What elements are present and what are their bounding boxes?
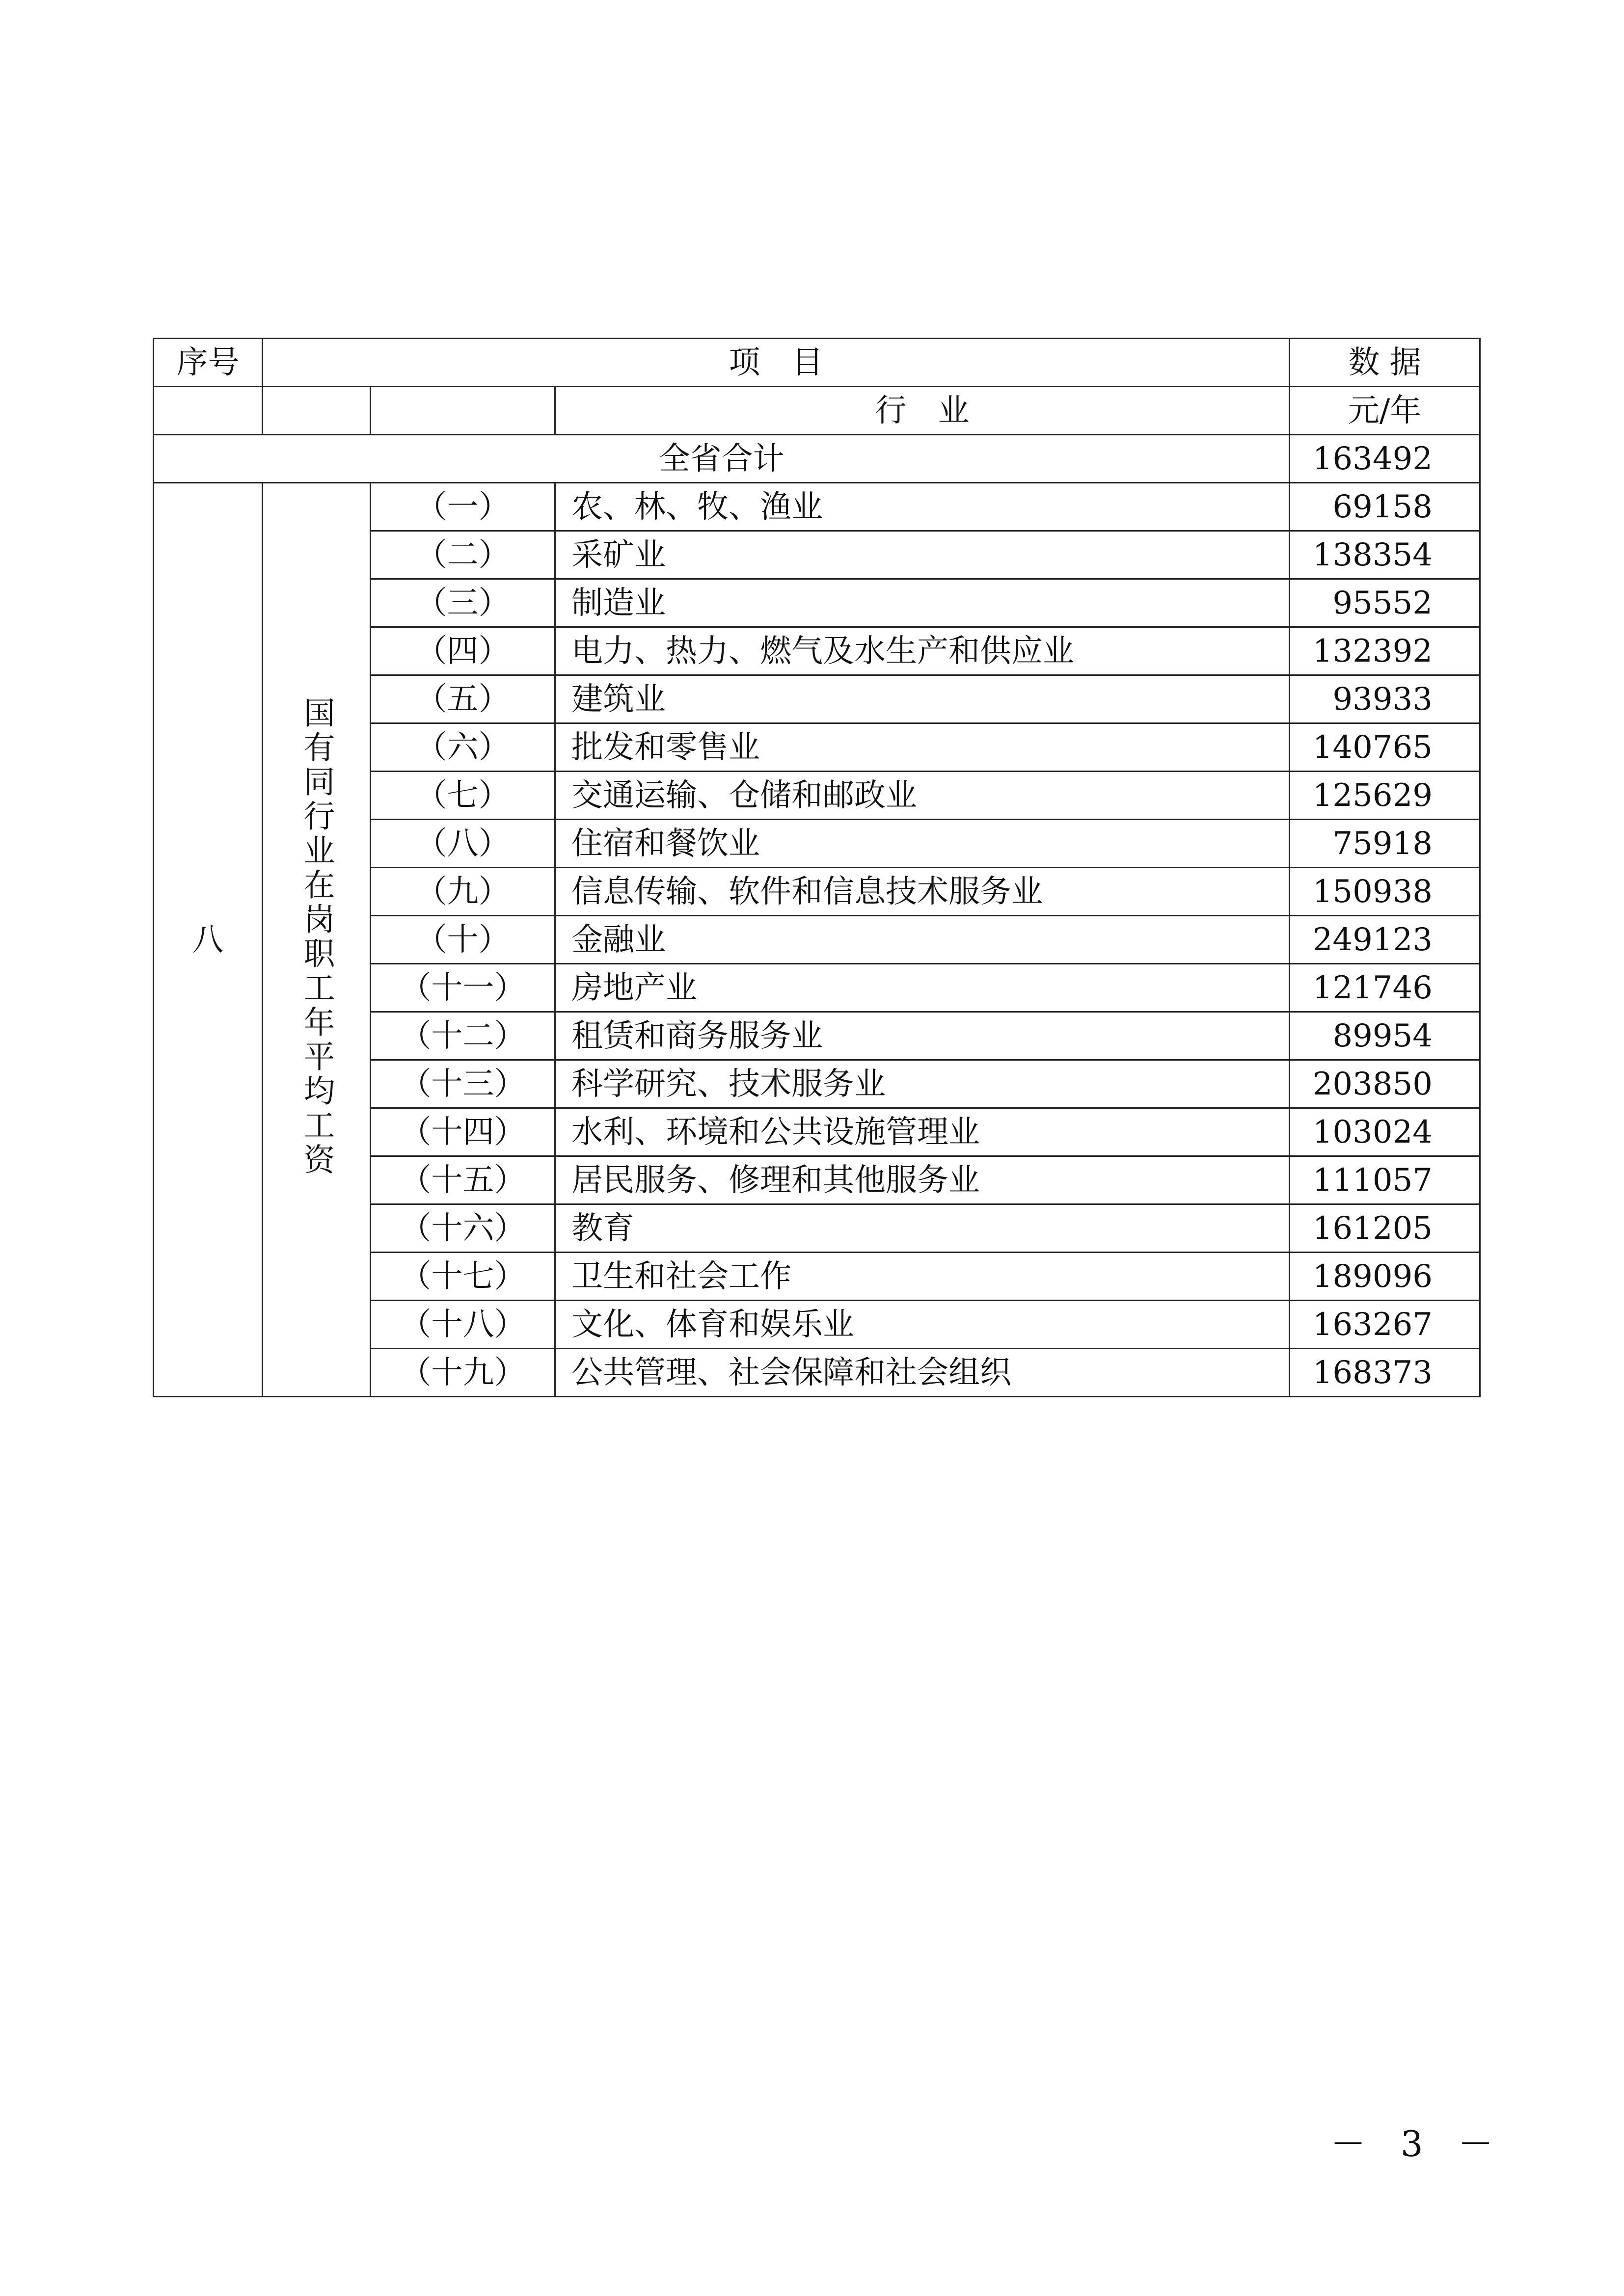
- row-number: （九）: [371, 868, 555, 916]
- industry-name: 交通运输、仓储和邮政业: [555, 772, 1290, 820]
- industry-name: 房地产业: [555, 964, 1290, 1012]
- industry-name: 科学研究、技术服务业: [555, 1060, 1290, 1108]
- row-number: （十二）: [371, 1012, 555, 1060]
- industry-name: 批发和零售业: [555, 723, 1290, 772]
- row-number: （十）: [371, 916, 555, 964]
- wage-value: 121746: [1290, 964, 1480, 1012]
- wage-value: 95552: [1290, 579, 1480, 627]
- total-row: [154, 435, 1480, 483]
- industry-name: 金融业: [555, 916, 1290, 964]
- wage-value: 132392: [1290, 627, 1480, 675]
- row-number: （十七）: [371, 1253, 555, 1301]
- industry-name: 居民服务、修理和其他服务业: [555, 1156, 1290, 1204]
- subheader-blank-category: [263, 387, 371, 435]
- wage-value: 111057: [1290, 1156, 1480, 1204]
- industry-name: 租赁和商务服务业: [555, 1012, 1290, 1060]
- subheader-blank-no: [371, 387, 555, 435]
- row-number: （十八）: [371, 1301, 555, 1349]
- row-number: （十三）: [371, 1060, 555, 1108]
- wage-value: 125629: [1290, 772, 1480, 820]
- industry-name: 制造业: [555, 579, 1290, 627]
- wage-value: 203850: [1290, 1060, 1480, 1108]
- item-header: 项 目: [263, 339, 1290, 387]
- section-title-cell: [263, 483, 371, 1397]
- wage-value: 75918: [1290, 820, 1480, 868]
- subheader-blank-seq: [154, 387, 263, 435]
- data-header: 数 据: [1290, 339, 1480, 387]
- row-number: （十六）: [371, 1204, 555, 1253]
- total-label: 全省合计: [154, 435, 1290, 483]
- row-number: （七）: [371, 772, 555, 820]
- industry-name: 水利、环境和公共设施管理业: [555, 1108, 1290, 1156]
- industry-name: 建筑业: [555, 675, 1290, 723]
- wage-value: 93933: [1290, 675, 1480, 723]
- row-number: （十五）: [371, 1156, 555, 1204]
- wage-value: 69158: [1290, 483, 1480, 531]
- row-number: （八）: [371, 820, 555, 868]
- page-number: － 3 －: [1330, 2123, 1505, 2164]
- row-number: （三）: [371, 579, 555, 627]
- unit-label: 元/年: [1290, 387, 1480, 435]
- header-row: [154, 339, 1480, 387]
- industry-name: 公共管理、社会保障和社会组织: [555, 1349, 1290, 1397]
- wage-value: 103024: [1290, 1108, 1480, 1156]
- industry-name: 采矿业: [555, 531, 1290, 579]
- wage-value: 150938: [1290, 868, 1480, 916]
- subheader-row: [154, 387, 1480, 435]
- row-number: （十一）: [371, 964, 555, 1012]
- industry-name: 电力、热力、燃气及水生产和供应业: [555, 627, 1290, 675]
- industry-name: 住宿和餐饮业: [555, 820, 1290, 868]
- row-number: （四）: [371, 627, 555, 675]
- wage-value: 249123: [1290, 916, 1480, 964]
- wage-value: 140765: [1290, 723, 1480, 772]
- table-row: [154, 483, 1480, 531]
- row-number: （二）: [371, 531, 555, 579]
- seq-header: 序号: [154, 339, 263, 387]
- total-value: 163492: [1290, 435, 1480, 483]
- wage-value: 89954: [1290, 1012, 1480, 1060]
- industry-name: 信息传输、软件和信息技术服务业: [555, 868, 1290, 916]
- wage-value: 138354: [1290, 531, 1480, 579]
- section-title: 国有同行业在岗职工年平均工资: [298, 696, 335, 1177]
- row-number: （五）: [371, 675, 555, 723]
- industry-name: 农、林、牧、渔业: [555, 483, 1290, 531]
- row-number: （六）: [371, 723, 555, 772]
- wage-value: 163267: [1290, 1301, 1480, 1349]
- wage-table: [153, 338, 1481, 1397]
- industry-name: 文化、体育和娱乐业: [555, 1301, 1290, 1349]
- row-number: （十九）: [371, 1349, 555, 1397]
- section-seq: 八: [154, 483, 263, 1397]
- industry-name: 卫生和社会工作: [555, 1253, 1290, 1301]
- wage-value: 161205: [1290, 1204, 1480, 1253]
- row-number: （十四）: [371, 1108, 555, 1156]
- row-number: （一）: [371, 483, 555, 531]
- industry-name: 教育: [555, 1204, 1290, 1253]
- wage-value: 168373: [1290, 1349, 1480, 1397]
- wage-value: 189096: [1290, 1253, 1480, 1301]
- industry-header: 行 业: [555, 387, 1290, 435]
